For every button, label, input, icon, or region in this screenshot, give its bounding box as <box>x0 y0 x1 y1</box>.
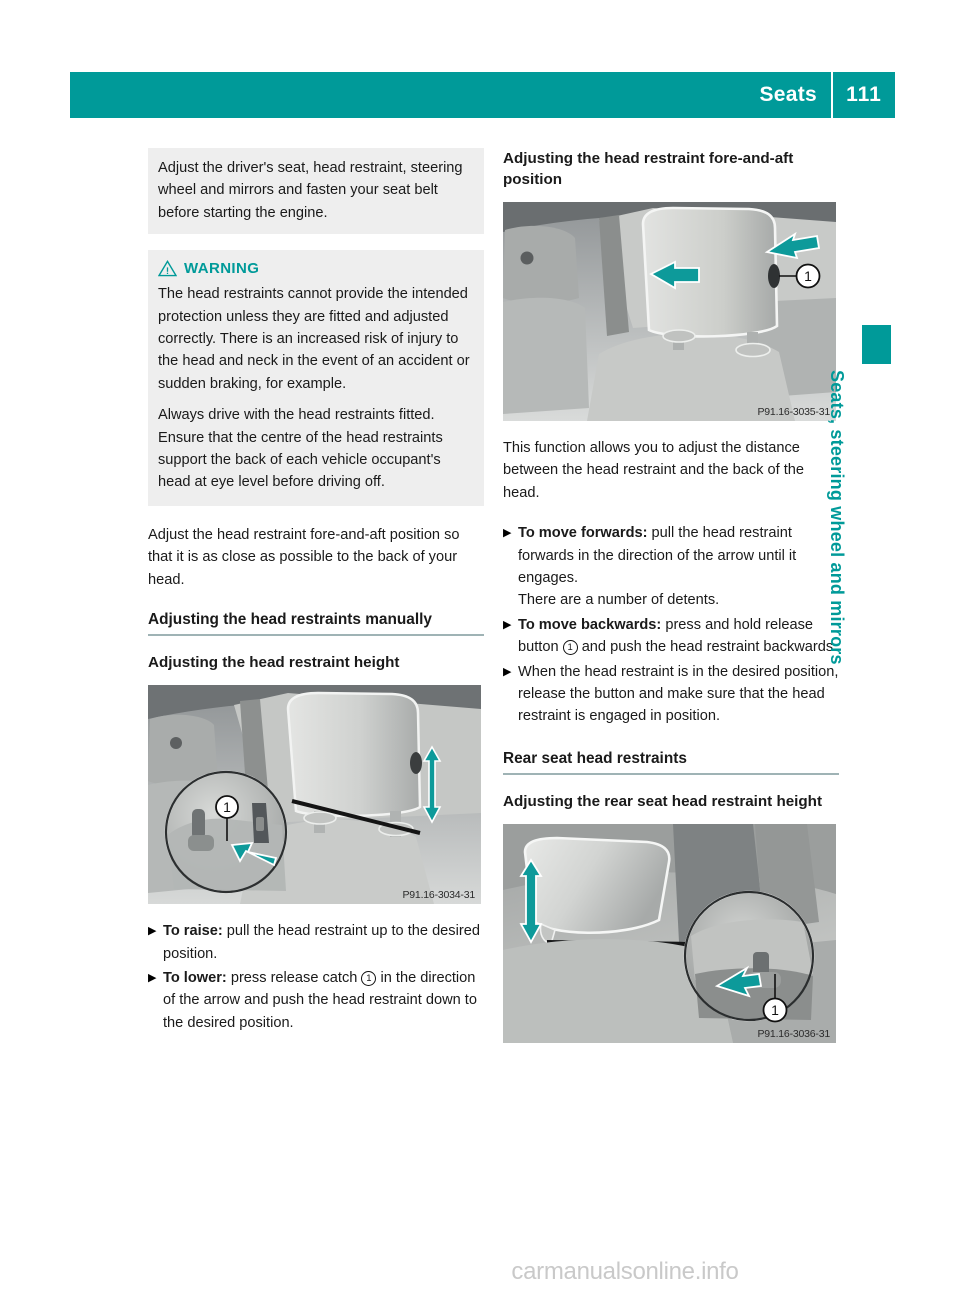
step-to-lower-label: To lower: <box>163 969 227 986</box>
footer-watermark: carmanualsonline.info <box>511 1258 739 1285</box>
figure-rear-head-restraint <box>503 824 836 1043</box>
step-to-raise-text <box>163 920 484 965</box>
edge-tab-label: Seats, steering wheel and mirrors <box>827 370 847 665</box>
right-column <box>503 148 839 1059</box>
svg-text:1: 1 <box>771 1001 779 1018</box>
right-body-paragraph: This function allows you to adjust the distance between the head restraint and the back of the head. <box>503 440 805 501</box>
right-section-heading: Rear seat head restraints <box>503 749 687 767</box>
step-move-backwards-text <box>518 614 839 659</box>
edge-tab-marker <box>862 325 891 364</box>
warning-paragraph-2: Always drive with the head restraints fitted. Ensure that the centre of the head restraints support the back of each vehicle occupant's head at eye level before driving off. <box>158 407 443 491</box>
bullet-triangle-icon: ▶ <box>148 971 157 984</box>
right-sub-heading-2: Adjusting the rear seat head restraint height <box>503 792 823 810</box>
intro-note-box <box>148 148 484 234</box>
step-move-forwards-label: To move forwards: <box>518 525 648 542</box>
warning-triangle-icon <box>158 260 177 277</box>
step-to-raise <box>148 920 484 965</box>
step-to-lower-text <box>163 967 484 1034</box>
step-move-forwards <box>503 522 839 612</box>
left-section-rule <box>148 634 484 636</box>
right-section-rule <box>503 773 839 775</box>
figure-head-restraint-fore-aft <box>503 202 836 421</box>
step-to-lower-detail-after: in the direction of the arrow and push the head restraint down to the desired position. <box>163 969 477 1031</box>
warning-box <box>148 250 484 506</box>
callout-marker-1: 1 <box>563 640 578 655</box>
left-column <box>148 148 484 1036</box>
bullet-triangle-icon: ▶ <box>503 527 512 540</box>
right-sub-heading-1: Adjusting the head restraint fore-and-aft position <box>503 150 794 188</box>
step-to-lower <box>148 967 484 1034</box>
step-move-backwards <box>503 614 839 659</box>
figure-head-restraint-height <box>148 685 481 904</box>
left-section-heading: Adjusting the head restraints manually <box>148 611 432 629</box>
figure-caption: P91.16-3034-31 <box>402 889 475 902</box>
page-title: Seats <box>759 83 817 106</box>
bullet-triangle-icon: ▶ <box>503 618 512 631</box>
step-move-forwards-detail: pull the head restraint forwards in the direction of the arrow until it engages. <box>518 525 797 587</box>
step-to-raise-detail: pull the head restraint up to the desired position. <box>163 923 480 962</box>
bullet-triangle-icon: ▶ <box>148 925 157 938</box>
warning-paragraph-1: The head restraints cannot provide the intended protection unless they are fitted and adjusted correctly. There is an increased risk of injury to the head and neck in the event of an accident or sudden braking, for example. <box>158 286 470 392</box>
warning-label: WARNING <box>184 260 260 278</box>
step-move-backwards-label: To move backwards: <box>518 616 662 633</box>
step-release-confirm-text: When the head restraint is in the desired position, release the button and make sure that the head restraint is engaged in position. <box>518 663 839 725</box>
warning-header <box>158 260 474 277</box>
step-move-backwards-detail-before: press and hold release button <box>518 616 813 656</box>
callout-marker-1: 1 <box>361 971 376 986</box>
step-release-confirm <box>503 661 839 728</box>
step-move-forwards-text <box>518 522 839 612</box>
step-to-lower-detail-before: press release catch <box>226 969 362 986</box>
left-body-paragraph: Adjust the head restraint fore-and-aft position so that it is as close as possible to the back of your head. <box>148 526 460 588</box>
figure-caption: P91.16-3036-31 <box>757 1027 830 1040</box>
step-move-backwards-detail-after: and push the head restraint backwards. <box>577 639 838 656</box>
intro-note-text: Adjust the driver's seat, head restraint, steering wheel and mirrors and fasten your seat belt before starting the engine. <box>158 160 463 221</box>
page-number: 111 <box>846 83 882 106</box>
svg-text:1: 1 <box>804 268 812 284</box>
svg-text:1: 1 <box>223 799 231 816</box>
step-move-forwards-extra: There are a number of detents. <box>518 592 720 609</box>
step-to-raise-label: To raise: <box>163 923 223 940</box>
figure-caption: P91.16-3035-31 <box>757 406 830 418</box>
page-header-bar <box>70 72 895 118</box>
left-sub-heading: Adjusting the head restraint height <box>148 654 400 672</box>
bullet-triangle-icon: ▶ <box>503 665 512 678</box>
